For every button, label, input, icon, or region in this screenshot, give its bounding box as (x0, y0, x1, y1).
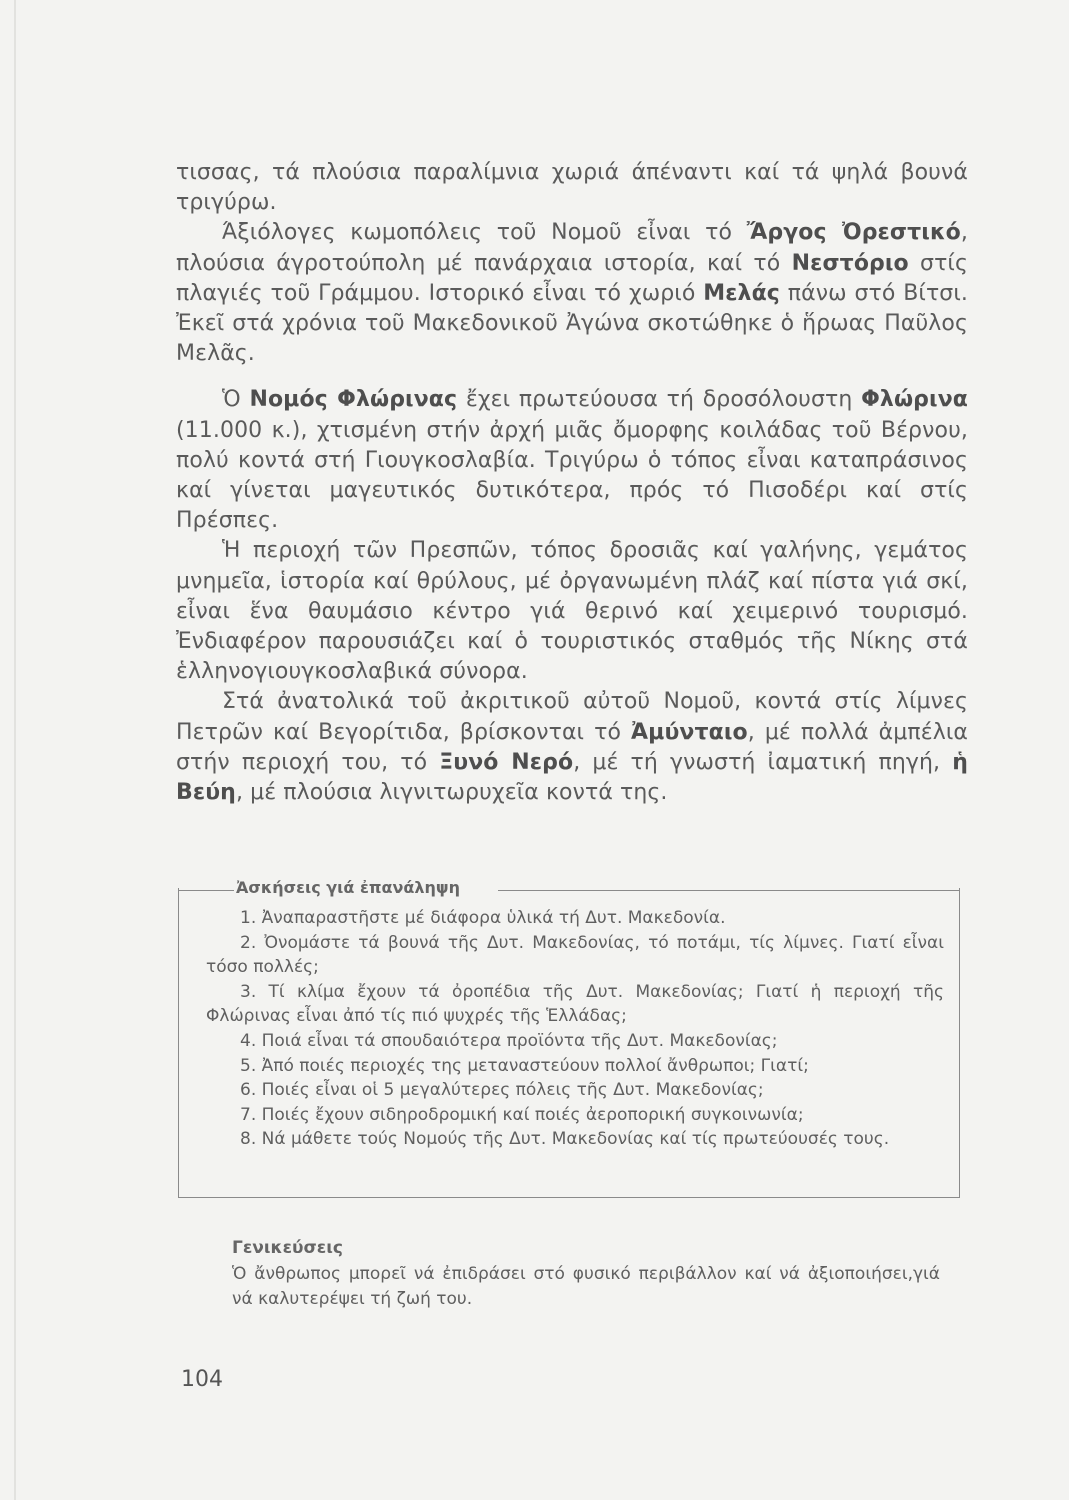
exercise-item: 6. Ποιές εἶναι οἱ 5 μεγαλύτερες πόλεις τῆς Δυτ. Μακεδονίας; (240, 1080, 764, 1101)
place-melas: Μελάς (703, 280, 780, 306)
exercise-item: 8. Νά μάθετε τούς Νομούς τῆς Δυτ. Μακεδονίας καί τίς πρωτεύουσές τους. (240, 1129, 890, 1150)
paragraph-2 (176, 218, 968, 369)
p3-text-a: Ὁ (222, 387, 250, 413)
paragraph-5 (176, 687, 968, 808)
generalizations-text: Ὁ ἄνθρωπος μπορεῖ νά ἐπιδράσει στό φυσικό περιβάλλον καί νά ἀξιοποιήσει,γιά νά καλυτερέψει τή ζωή του. (232, 1264, 940, 1309)
generalizations-title: Γενικεύσεις (232, 1238, 343, 1258)
place-nomos-florinas: Νομός Φλώρινας (249, 387, 458, 413)
paragraph-3 (176, 385, 968, 536)
p5-text-e: , μέ τή γνωστή ἰαματική πηγή, (573, 749, 953, 775)
place-nestorio: Νεστόριο (791, 250, 909, 276)
p2-text-g: πάνω στό Βίτσι. Ἐκεῖ στά χρόνια τοῦ Μακεδονικοῦ Ἀγώνα σκοτώθηκε ὁ ἥρωας Παῦλος Μελᾶς. (176, 280, 968, 367)
p5-text-a: Στά ἀνατολικά τοῦ ἀκριτικοῦ αὐτοῦ Νομοῦ, κοντά στίς λίμνες Πετρῶν καί Βεγορίτιδα, βρίσκονται τό (176, 689, 968, 745)
p2-text-c: , πλούσια άγροτούπολη μέ πανάρχαια ιστορία, καί τό (176, 220, 968, 276)
paragraph-4-text: Ἡ περιοχή τῶν Πρεσπῶν, τόπος δροσιᾶς καί γαλήνης, γεμάτος μνημεῖα, ἱστορία καί θρύλους, μέ ὀργανωμένη πλάζ καί πίστα γιά σκί, εἶναι ἕνα θαυμάσιο κέντρο γιά θερινό καί χειμερινό τουρισμό. Ἐνδιαφέρον παρουσιάζει καί ὁ τουριστικός σταθμός τῆς Νίκης στά ἑλληνογιουγκοσλαβικά σύνορα. (176, 538, 968, 685)
page-edge-shadow (14, 0, 16, 1500)
exercise-item: 4. Ποιά εἶναι τά σπουδαιότερα προϊόντα τῆς Δυτ. Μακεδονίας; (240, 1030, 778, 1051)
main-text (176, 158, 968, 808)
paragraph-1-text: τισσας, τά πλούσια παραλίμνια χωριά άπέναντι καί τά ψηλά βουνά τριγύρω. (176, 160, 968, 216)
exercise-title: Ἀσκήσεις γιά ἐπανάληψη (236, 878, 461, 897)
p5-text-g: , μέ πλούσια λιγνιτωρυχεῖα κοντά της. (235, 780, 668, 806)
exercise-item: 7. Ποιές ἔχουν σιδηροδρομική καί ποιές ἀεροπορική συγκοινωνία; (240, 1104, 804, 1125)
exercise-list (206, 906, 944, 1152)
exercise-item: 3. Τί κλίμα ἔχουν τά ὀροπέδια τῆς Δυτ. Μακεδονίας; Γιατί ἡ περιοχή τῆς Φλώρινας εἶναι ἀπό τίς πιό ψυχρές τῆς Ἑλλάδας; (206, 981, 944, 1027)
place-amyntaio: Ἀμύνταιο (631, 719, 748, 745)
p3-text-c: ἔχει πρωτεύουσα τή δροσόλουστη (457, 387, 862, 413)
p2-text-a: Άξιόλογες κωμοπόλεις τοῦ Νομοῦ εἶναι τό (222, 220, 747, 246)
exercise-item: 5. Ἀπό ποιές περιοχές της μεταναστεύουν πολλοί ἄνθρωποι; Γιατί; (240, 1055, 809, 1076)
exercise-box-top-right-border (498, 890, 960, 891)
p5-text-c: , μέ πολλά ἀμπέλια στήν περιοχή του, τό (176, 719, 968, 775)
place-veui: ἡ Βεύη (176, 749, 968, 806)
paragraph-1 (176, 158, 968, 218)
page-number: 104 (181, 1367, 223, 1392)
exercise-item: 1. Ἀναπαραστῆστε μέ διάφορα ὑλικά τή Δυτ. Μακεδονία. (240, 908, 726, 928)
exercise-item: 2. Ὀνομάστε τά βουνά τῆς Δυτ. Μακεδονίας, τό ποτάμι, τίς λίμνες. Γιατί εἶναι τόσο πολλές; (206, 932, 944, 978)
paragraph-4 (176, 536, 968, 687)
place-argos-orestiko: Ἄργος Ὀρεστικό (746, 220, 961, 246)
place-xyno-nero: Ξυνό Νερό (439, 749, 574, 775)
exercise-box-top-left-border (178, 890, 234, 891)
p3-text-e: (11.000 κ.), χτισμένη στήν ἀρχή μιᾶς ὄμορφης κοιλάδας τοῦ Βέρνου, πολύ κοντά στή Γιουγκοσλαβία. Τριγύρω ὁ τόπος εἶναι καταπράσινος καί γίνεται μαγευτικός δυτικότερα, πρός τό Πισοδέρι καί στίς Πρέσπες. (176, 417, 968, 534)
place-florina: Φλώρινα (861, 387, 968, 413)
p2-text-e: στίς πλαγιές τοῦ Γράμμου. Ιστορικό εἶναι τό χωριό (176, 250, 968, 306)
